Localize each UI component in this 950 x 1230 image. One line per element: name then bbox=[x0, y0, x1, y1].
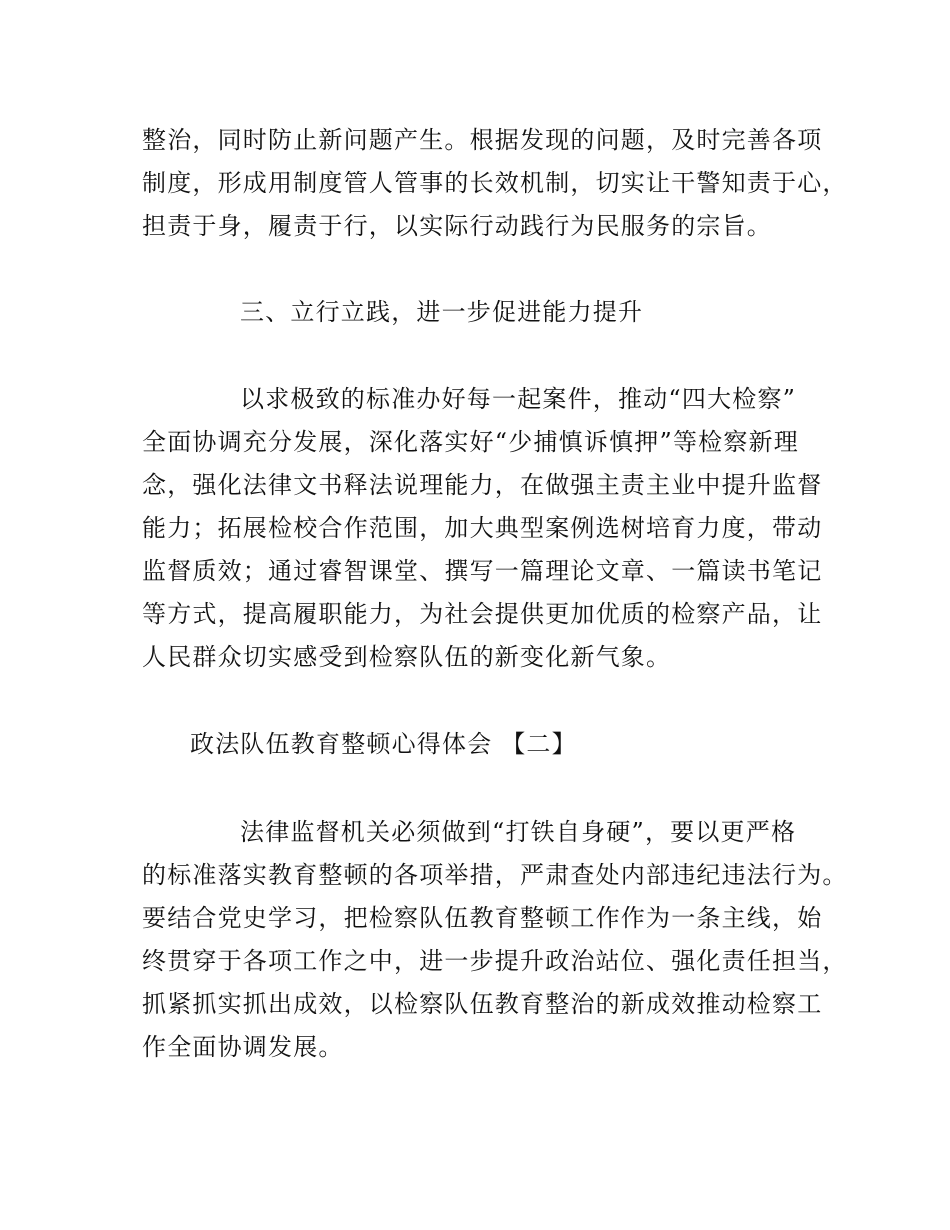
paragraph-2-line-7: 人民群众切实感受到检察队伍的新变化新气象。 bbox=[142, 643, 672, 671]
paragraph-2-line-3: 念，强化法律文书释法说理能力，在做强主责主业中提升监督 bbox=[142, 471, 823, 499]
paragraph-3-line-1: 法律监督机关必须做到“打铁自身硬”，要以更严格 bbox=[240, 818, 797, 846]
paragraph-3-line-4: 终贯穿于各项工作之中，进一步提升政治站位、强化责任担当， bbox=[142, 947, 848, 975]
paragraph-2-line-5: 监督质效；通过睿智课堂、撰写一篇理论文章、一篇读书笔记 bbox=[142, 557, 823, 585]
paragraph-2-line-1: 以求极致的标准办好每一起案件，推动“四大检察” bbox=[240, 385, 797, 413]
paragraph-3-line-3: 要结合党史学习，把检察队伍教育整顿工作作为一条主线，始 bbox=[142, 904, 823, 932]
paragraph-1-line-1: 整治，同时防止新问题产生。根据发现的问题，及时完善各项 bbox=[142, 126, 823, 154]
section-3-heading: 三、立行立践，进一步促进能力提升 bbox=[240, 298, 644, 326]
paragraph-3-line-6: 作全面协调发展。 bbox=[142, 1033, 344, 1061]
paragraph-3-line-2: 的标准落实教育整顿的各项举措，严肃查处内部违纪违法行为。 bbox=[142, 861, 848, 889]
paragraph-1-line-3: 担责于身，履责于行，以实际行动践行为民服务的宗旨。 bbox=[142, 212, 772, 240]
paragraph-1-line-2: 制度，形成用制度管人管事的长效机制，切实让干警知责于心， bbox=[142, 169, 848, 197]
paragraph-2-line-4: 能力；拓展检校合作范围，加大典型案例选树培育力度，带动 bbox=[142, 514, 823, 542]
paragraph-2-line-6: 等方式，提高履职能力，为社会提供更加优质的检察产品，让 bbox=[142, 600, 823, 628]
part-2-title: 政法队伍教育整顿心得体会 【二】 bbox=[190, 730, 577, 758]
paragraph-3-line-5: 抓紧抓实抓出成效，以检察队伍教育整治的新成效推动检察工 bbox=[142, 990, 823, 1018]
paragraph-2-line-2: 全面协调充分发展，深化落实好“少捕慎诉慎押”等检察新理 bbox=[142, 428, 799, 456]
